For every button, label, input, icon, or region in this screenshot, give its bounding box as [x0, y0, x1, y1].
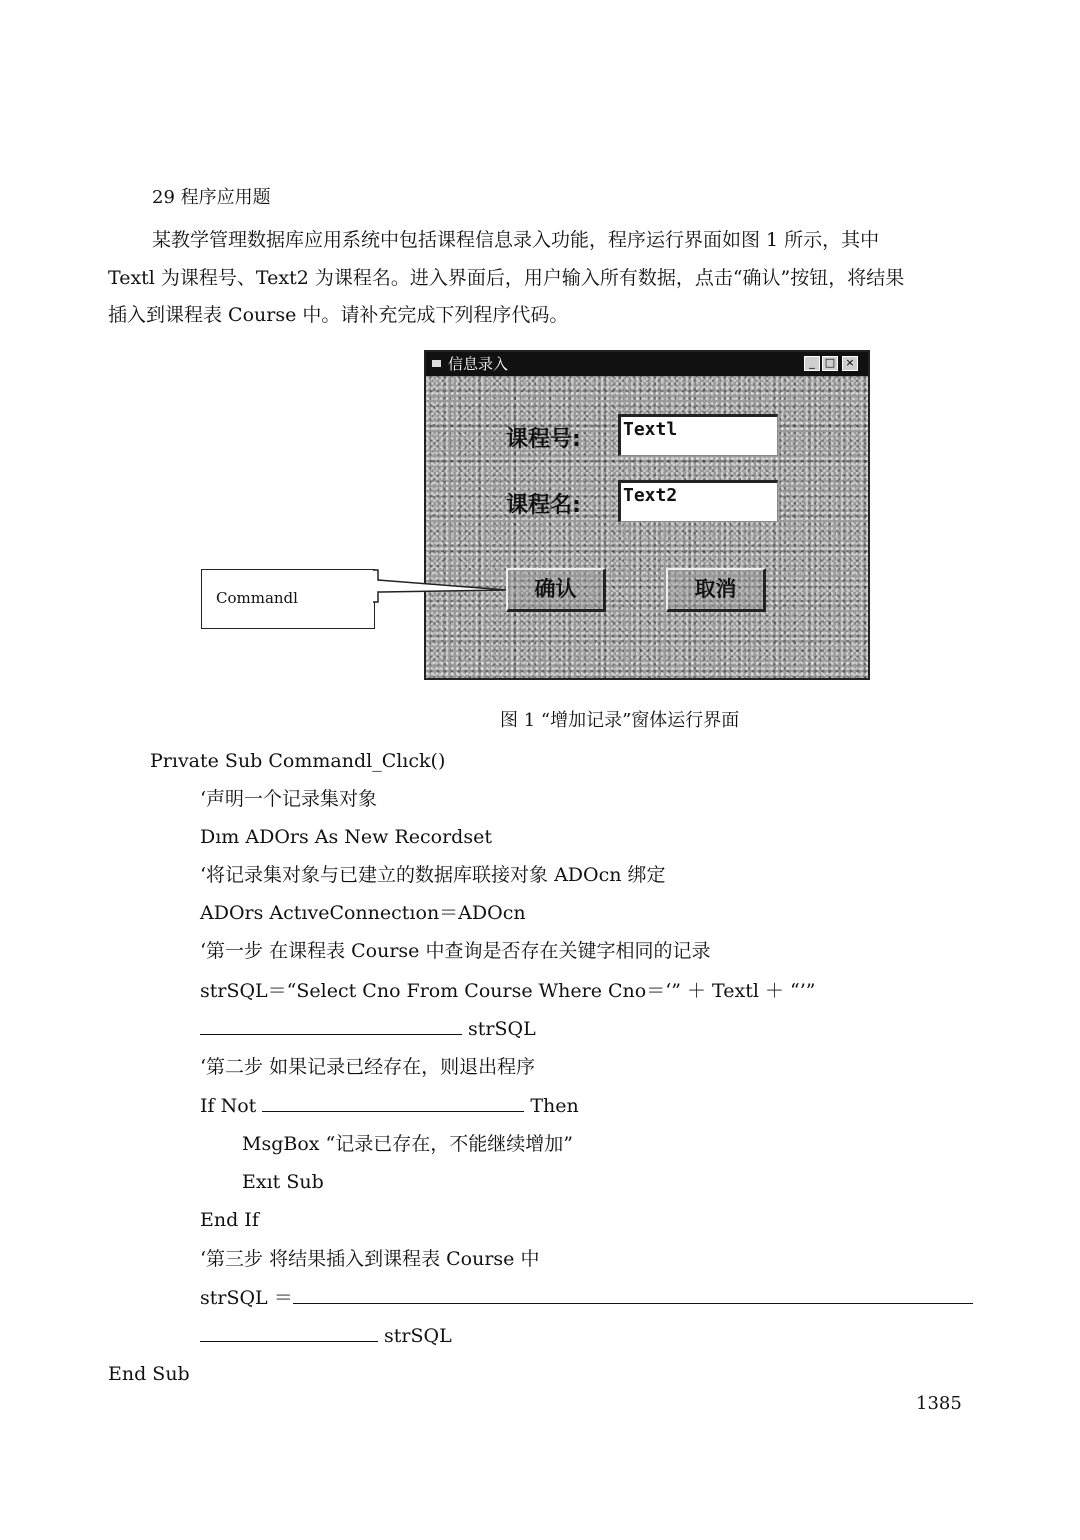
- info-entry-window: [424, 350, 870, 680]
- text2-input[interactable]: Text2: [618, 480, 778, 522]
- answer-blank-1[interactable]: [200, 1016, 462, 1035]
- code-line: ADOrs ActıveConnectıon＝ADOcn: [200, 902, 526, 924]
- code-comment: ‘声明一个记录集对象: [200, 788, 378, 810]
- code-text: Then: [524, 1095, 579, 1117]
- close-icon[interactable]: ×: [842, 356, 858, 371]
- code-line: [200, 1285, 973, 1310]
- cancel-button[interactable]: 取消: [666, 568, 766, 612]
- code-line: Prıvate Sub Commandl_Clıck(): [150, 750, 446, 772]
- maximize-icon[interactable]: □: [822, 356, 838, 371]
- page-number: 1385: [916, 1393, 962, 1414]
- window-titlebar: [426, 352, 868, 376]
- minimize-icon[interactable]: _: [804, 356, 820, 371]
- course-name-label: 课程名:: [506, 493, 581, 518]
- answer-blank-4[interactable]: [200, 1323, 378, 1342]
- question-text-line-1: 某教学管理数据库应用系统中包括课程信息录入功能，程序运行界面如图 1 所示，其中: [152, 229, 880, 251]
- code-line: MsgBox “记录已存在，不能继续增加”: [242, 1133, 573, 1155]
- question-text-line-3: 插入到课程表 Course 中。请补充完成下列程序代码。: [108, 304, 569, 326]
- command1-callout: Commandl: [201, 569, 375, 629]
- code-text: If Not: [200, 1095, 263, 1117]
- code-line: End Sub: [108, 1363, 190, 1385]
- answer-blank-2[interactable]: [262, 1093, 524, 1112]
- code-line: End If: [200, 1209, 259, 1231]
- code-line: Exıt Sub: [242, 1171, 324, 1193]
- code-line: Dım ADOrs As New Recordset: [200, 826, 492, 848]
- code-text: strSQL ＝: [200, 1287, 293, 1309]
- window-title: 信息录入: [448, 355, 509, 373]
- code-comment: ‘第三步 将结果插入到课程表 Course 中: [200, 1248, 540, 1270]
- window-icon: [432, 360, 441, 367]
- code-line: [200, 1093, 579, 1118]
- course-number-label: 课程号:: [506, 427, 581, 452]
- confirm-button[interactable]: 确认: [506, 568, 606, 612]
- answer-blank-3[interactable]: [293, 1285, 973, 1304]
- figure-caption: 图 1 “增加记录”窗体运行界面: [500, 710, 740, 731]
- code-comment: ‘第一步 在课程表 Course 中查询是否存在关键字相同的记录: [200, 940, 711, 962]
- callout-pointer: [372, 568, 512, 604]
- code-comment: ‘将记录集对象与已建立的数据库联接对象 ADOcn 绑定: [200, 864, 666, 886]
- question-heading: 29 程序应用题: [152, 187, 271, 208]
- code-comment: ‘第二步 如果记录已经存在，则退出程序: [200, 1056, 536, 1078]
- question-text-line-2: Textl 为课程号、Text2 为课程名。进入界面后，用户输入所有数据，点击“确认”按钮，将结果: [108, 267, 905, 289]
- text1-input[interactable]: Textl: [618, 414, 778, 456]
- code-text: strSQL: [462, 1018, 536, 1040]
- code-line: [200, 1323, 452, 1348]
- code-line: strSQL＝“Select Cno From Course Where Cno＝‘” ＋ Textl ＋ “’”: [200, 980, 816, 1002]
- code-line: [200, 1016, 536, 1041]
- code-text: strSQL: [378, 1325, 452, 1347]
